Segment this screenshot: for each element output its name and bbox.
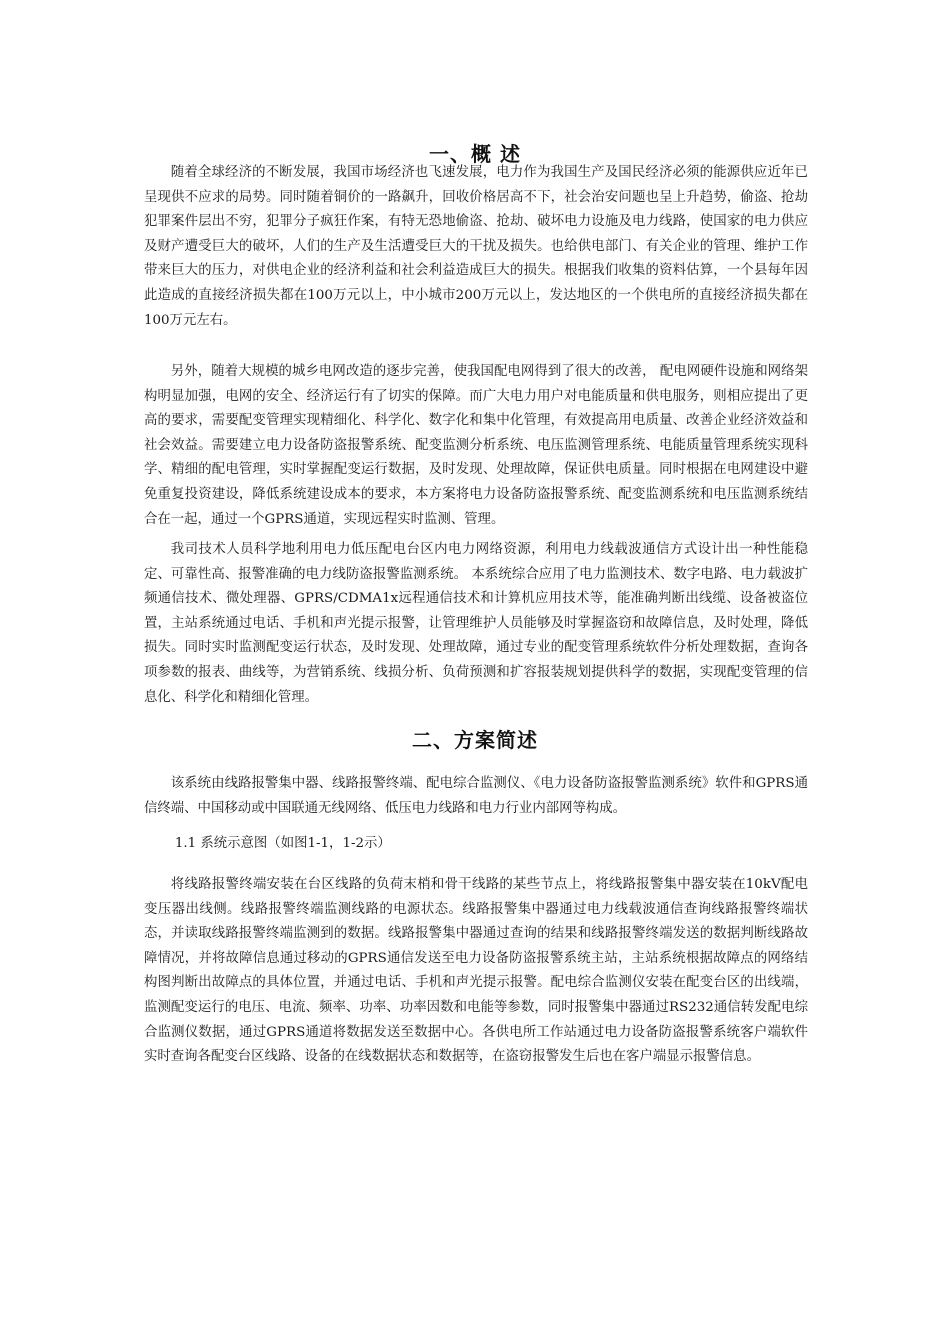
section-2-body: 将线路报警终端安装在台区线路的负荷末梢和骨干线路的某些节点上，将线路报警集中器安装在10kV配电变压器出线侧。线路报警终端监测线路的电源状态。线路报警集中器通过电力线载波通信查询线路报警终端状态，并读取线路报警终端监测到的数据。线路报警集中器通过查询的结果和线路报警终端发送的数据判断线路故障情况，并将故障信息通过移动的GPRS通信发送至电力设备防盗报警系统主站，主站系统根据故障点的网络结构图判断出故障点的具体位置，并通过电话、手机和声光提示报警。配电综合监测仪安装在配变台区的出线端，监测配变运行的电压、电流、频率、功率、功率因数和电能等参数，同时报警集中器通过RS232通信转发配电综合监测仪数据，通过GPRS通道将数据发送至数据中心。各供电所工作站通过电力设备防盗报警系统客户端软件实时查询各配变台区线路、设备的在线数据状态和数据等，在盗窃报警发生后也在客户端显示报警信息。 <box>144 877 808 1065</box>
section-2-subheading: 1.1 系统示意图（如图1-1，1-2示） <box>174 836 391 851</box>
section-1-paragraph-1: 随着全球经济的不断发展，我国市场经济也飞速发展，电力作为我国生产及国民经济必须的能源供应近年已呈现供不应求的局势。同时随着铜价的一路飙升，回收价格居高不下，社会治安问题也呈上升趋势，偷盗、抢劫犯罪案件层出不穷，犯罪分子疯狂作案，有特无恐地偷盗、抢劫、破坏电力设施及电力线路，使国家的电力供应及财产遭受巨大的破坏，人们的生产及生活遭受巨大的干扰及损失。也给供电部门、有关企业的管理、维护工作带来巨大的压力，对供电企业的经济利益和社会利益造成巨大的损失。根据我们收集的资料估算，一个县每年因此造成的直接经济损失都在100万元以上，中小城市200万元以上，发达地区的一个供电所的直接经济损失都在100万元左右。 <box>144 165 808 328</box>
section-2-title: 二、方案简述 <box>412 728 538 752</box>
section-2-intro: 该系统由线路报警集中器、线路报警终端、配电综合监测仪、《电力设备防盗报警监测系统》软件和GPRS通信终端、中国移动或中国联通无线网络、低压电力线路和电力行业内部网等构成。 <box>144 776 808 816</box>
section-1-paragraph-3: 我司技术人员科学地利用电力低压配电台区内电力网络资源，利用电力线载波通信方式设计出一种性能稳定、可靠性高、报警准确的电力线防盗报警监测系统。 本系统综合应用了电力监测技术、数字电路、电力载波扩频通信技术、微处理器、GPRS/CDMA1x远程通信技术和计算机应用技术等，能准确判断出线缆、设备被盗位置，主站系统通过电话、手机和声光提示报警，让管理维护人员能够及时掌握盗窃和故障信息，及时处理，降低损失。同时实时监测配变运行状态，及时发现、处理故障，通过专业的配变管理系统软件分析处理数据，查询各项参数的报表、曲线等，为营销系统、线损分析、负荷预测和扩容报装规划提供科学的数据，实现配变管理的信息化、科学化和精细化管理。 <box>144 542 808 705</box>
section-1-title: 一、概 述 <box>429 142 521 166</box>
section-1-paragraph-2: 另外，随着大规模的城乡电网改造的逐步完善，使我国配电网得到了很大的改善， 配电网硬件设施和网络架构明显加强，电网的安全、经济运行有了切实的保障。而广大电力用户对电能质量和供电服务，则相应提出了更高的要求，需要配变管理实现精细化、科学化、数字化和集中化管理，有效提高用电质量、改善企业经济效益和社会效益。需要建立电力设备防盗报警系统、配变监测分析系统、电压监测管理系统、电能质量管理系统实现科学、精细的配电管理，实时掌握配变运行数据，及时发现、处理故障，保证供电质量。同时根据在电网建设中避免重复投资建设，降低系统建设成本的要求，本方案将电力设备防盗报警系统、配变监测系统和电压监测系统结合在一起，通过一个GPRS通道，实现远程实时监测、管理。 <box>144 364 808 527</box>
